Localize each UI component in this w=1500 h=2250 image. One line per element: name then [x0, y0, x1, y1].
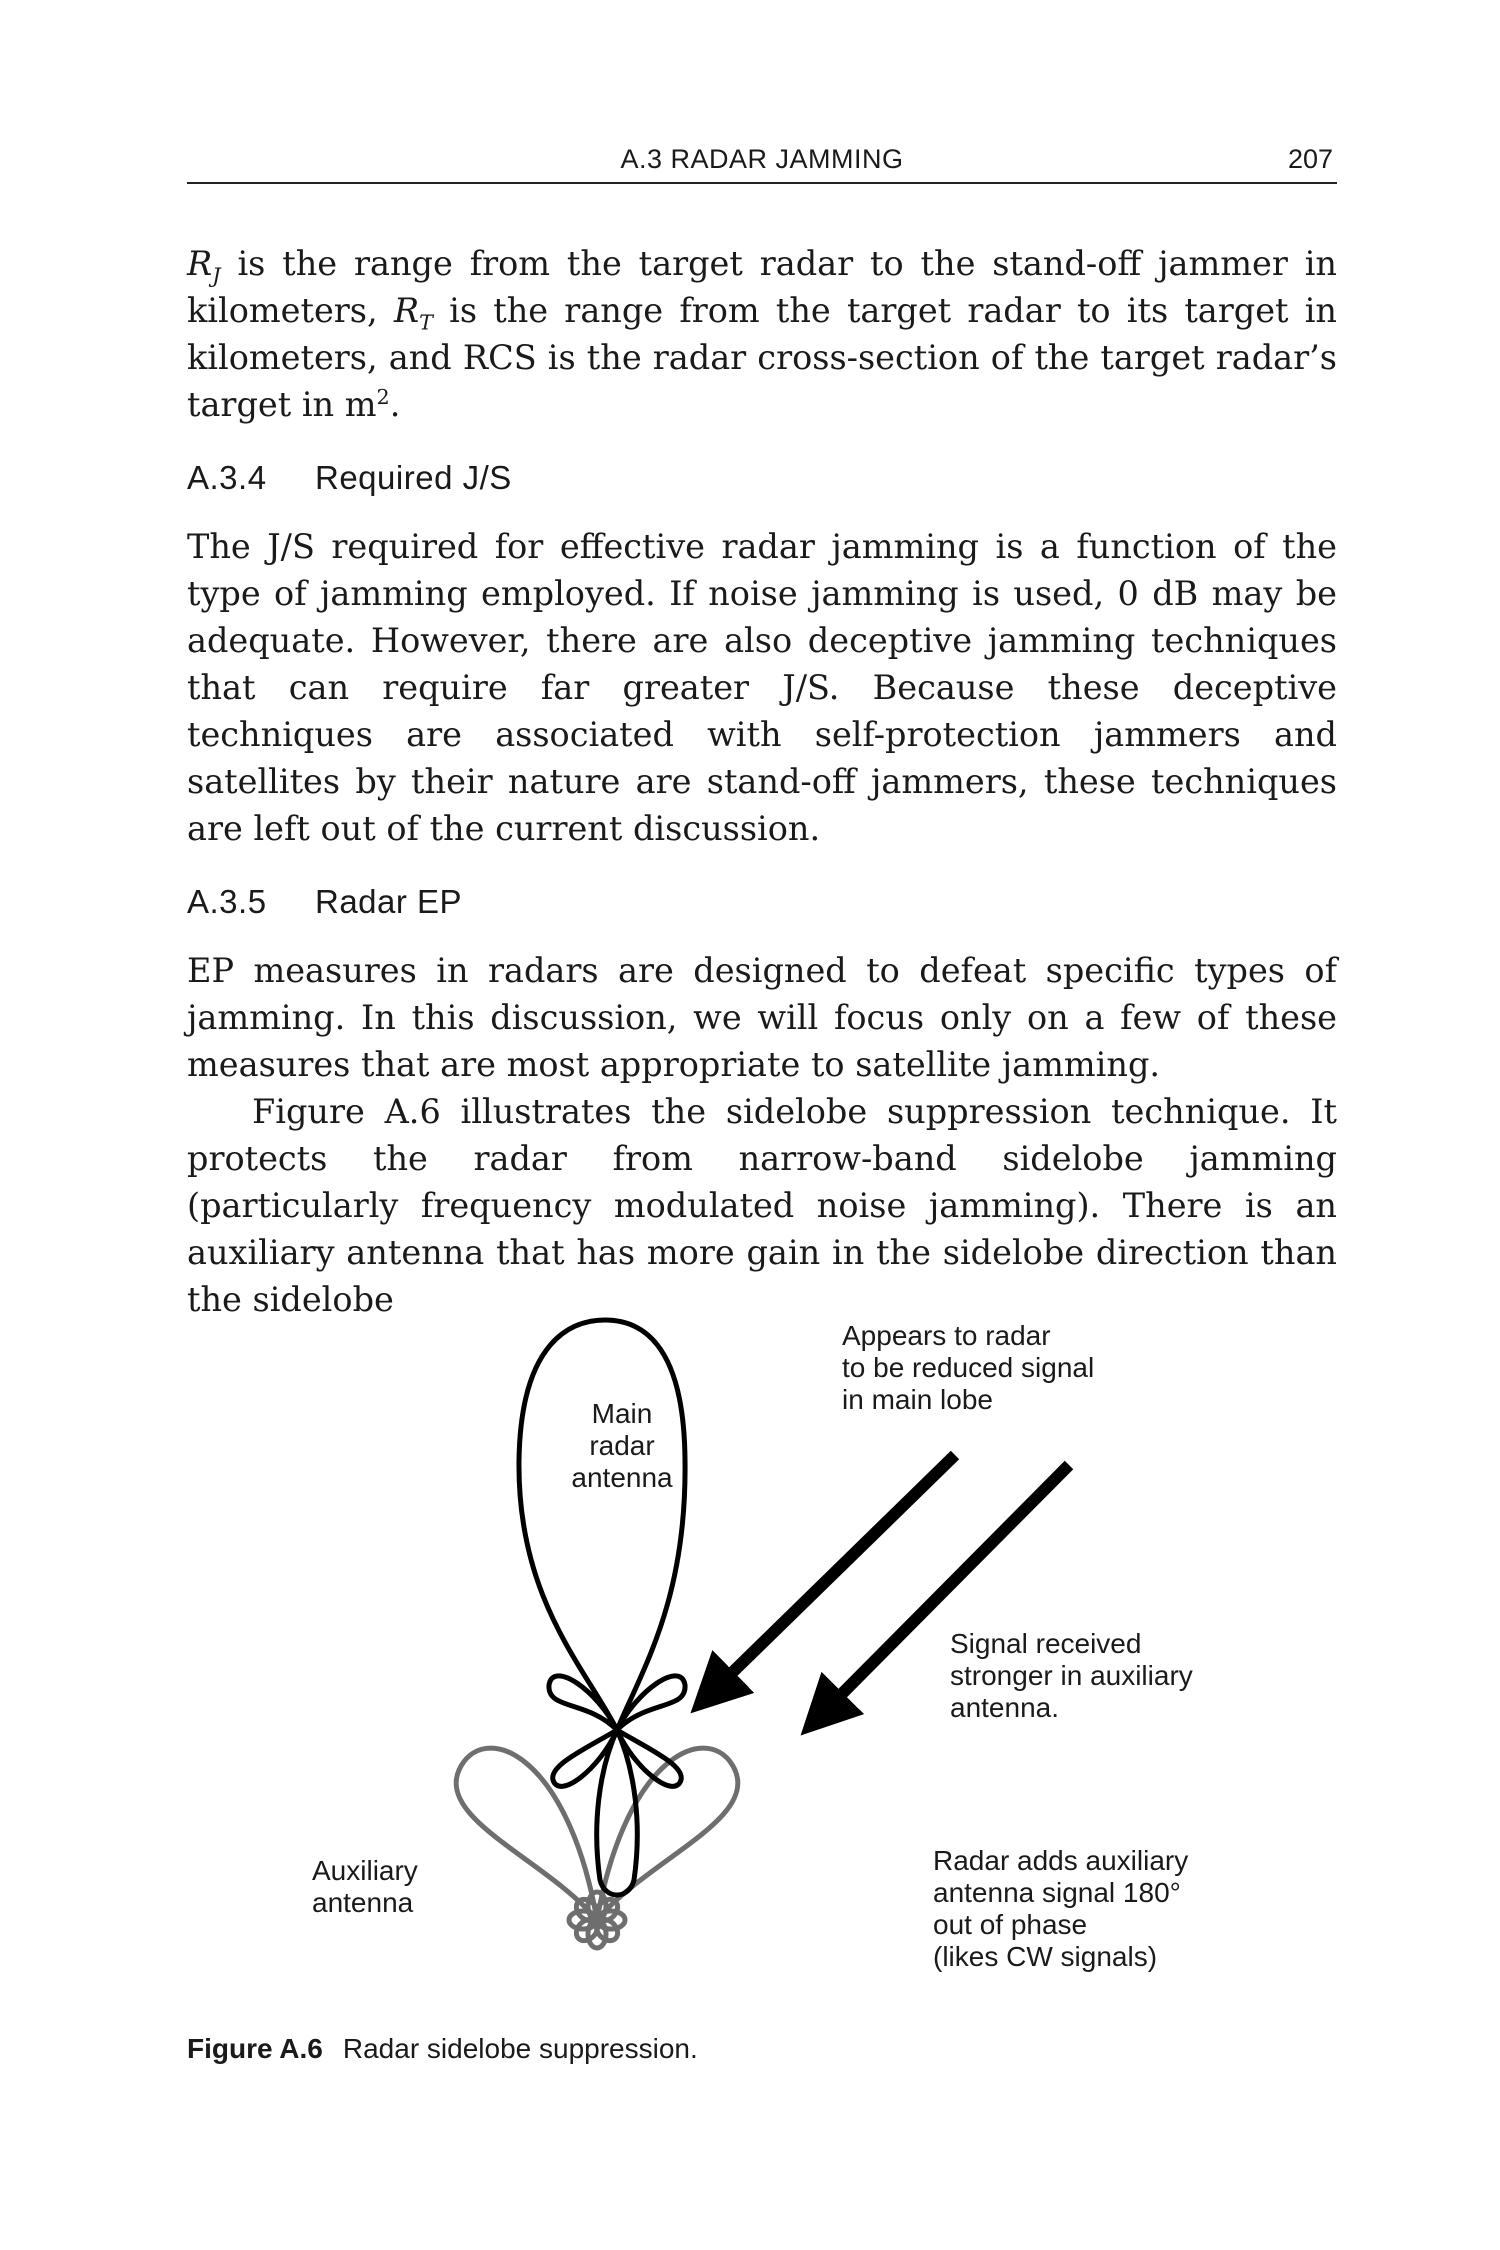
signal-received-label: Signal received stronger in auxiliary antenna. [950, 1628, 1193, 1723]
main-antenna-label: Main radar antenna [571, 1398, 673, 1493]
arrow-main-lobe [699, 1455, 955, 1705]
section-number: A.3.4 [187, 459, 267, 496]
auxiliary-antenna-label: Auxiliary antenna [312, 1855, 418, 1918]
section-heading-a35 [187, 878, 1337, 925]
rj-symbol: R [187, 244, 213, 283]
page-header [187, 140, 1337, 184]
section-title: Radar EP [315, 883, 463, 920]
page-body [187, 240, 1337, 1323]
rt-subscript: T [419, 310, 433, 335]
section-a35-paragraph-1: EP measures in radars are designed to defeat specific types of jamming. In this discussion, we will focus only on a few of these measures that are most appropriate to satellite jamming. [187, 951, 1337, 1084]
section-heading-a34 [187, 454, 1337, 501]
figure-a6 [187, 1300, 1337, 2020]
appears-to-radar-label: Appears to radar to be reduced signal in main lobe [842, 1320, 1095, 1415]
exponent: 2 [376, 384, 390, 409]
section-a34-paragraph: The J/S required for effective radar jamming is a function of the type of jamming employed. If noise jamming is used, 0 dB may be adequate. However, there are also deceptive jamming techniques that can require far greater J/S. Because these deceptive techniques are associated with self-protection jammers and satellites by their nature are stand-off jammers, these techniques are left out of the current discussion. [187, 527, 1337, 848]
section-title: Required J/S [315, 459, 512, 496]
intro-text-1: is the range from the target radar to the stand-off jammer in kilometers, [187, 244, 1337, 330]
intro-end: . [389, 385, 401, 424]
page-number: 207 [1287, 144, 1333, 174]
auxiliary-left-lobe [456, 1748, 597, 1920]
running-head: A.3 RADAR JAMMING [620, 144, 904, 174]
caption-text: Radar sidelobe suppression. [342, 2033, 698, 2064]
intro-text-2: is the range from the target radar to its target in kilometers, and RCS is the radar cross-section of the target radar’s target in m [187, 291, 1338, 424]
main-lobe [519, 1320, 685, 1730]
section-number: A.3.5 [187, 883, 267, 920]
auxiliary-antenna-flower [569, 1892, 625, 1948]
figure-caption [187, 2033, 698, 2065]
radar-adds-label: Radar adds auxiliary antenna signal 180° out of phase (likes CW signals) [933, 1845, 1189, 1972]
main-sidelobe-upper-left [549, 1676, 617, 1730]
section-a35-paragraph-2: Figure A.6 illustrates the sidelobe suppression technique. It protects the radar from narrow-band sidelobe jamming (particularly frequency modulated noise jamming). There is an auxiliary antenna that has more gain in the sidelobe direction than the sidelobe [187, 1092, 1337, 1319]
rj-subscript: J [212, 263, 221, 288]
caption-label: Figure A.6 [187, 2033, 323, 2064]
intro-paragraph [187, 240, 1337, 428]
rt-symbol: R [393, 291, 420, 330]
